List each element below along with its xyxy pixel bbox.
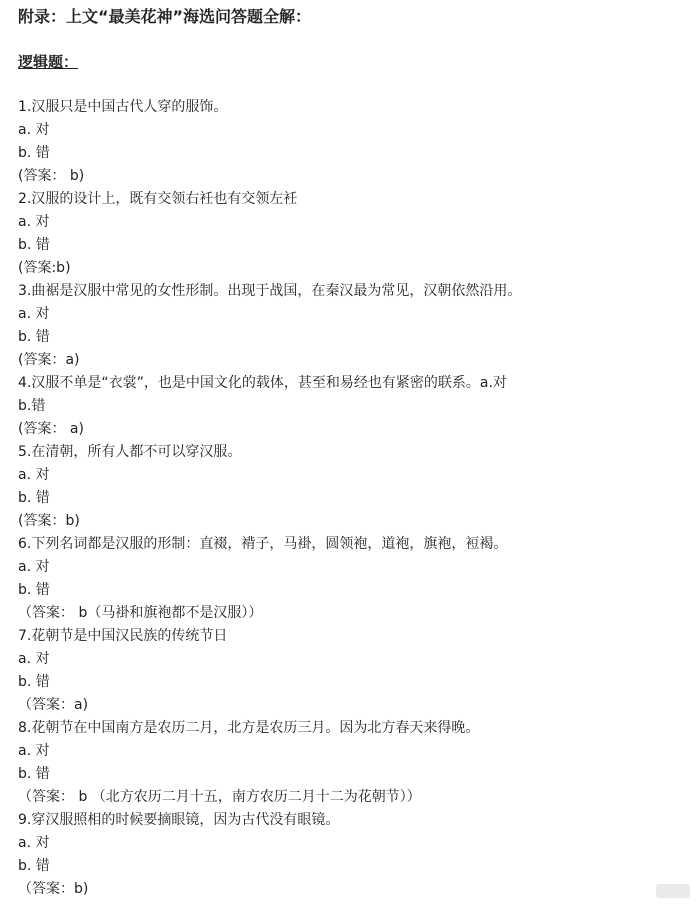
option-line: b. 错 bbox=[18, 490, 50, 506]
option-line: a. 对 bbox=[18, 651, 50, 667]
answer-line: （答案：b) bbox=[18, 881, 89, 897]
option-line: b.错 bbox=[18, 398, 46, 414]
option-line: b. 错 bbox=[18, 582, 50, 598]
option-line: b. 错 bbox=[18, 674, 50, 690]
question-line: 2.汉服的设计上，既有交领右衽也有交领左衽 bbox=[18, 191, 298, 207]
option-line: a. 对 bbox=[18, 214, 50, 230]
question-line: 5.在清朝，所有人都不可以穿汉服。 bbox=[18, 444, 242, 460]
question-line: 8.花朝节在中国南方是农历二月，北方是农历三月。因为北方春天来得晚。 bbox=[18, 720, 480, 736]
question-line: 4.汉服不单是“衣裳”，也是中国文化的载体，甚至和易经也有紧密的联系。a.对 bbox=[18, 375, 507, 391]
option-line: b. 错 bbox=[18, 766, 50, 782]
answer-line: （答案： b（马褂和旗袍都不是汉服）） bbox=[18, 605, 263, 621]
watermark-logo bbox=[656, 884, 690, 898]
answer-line: （答案：a) bbox=[18, 697, 89, 713]
question-list bbox=[18, 96, 688, 901]
answer-line: (答案： a) bbox=[18, 421, 84, 437]
option-line: a. 对 bbox=[18, 122, 50, 138]
answer-line: (答案：a) bbox=[18, 352, 80, 368]
question-line: 7.花朝节是中国汉民族的传统节日 bbox=[18, 628, 228, 644]
answer-line: （答案： b （北方农历二月十五，南方农历二月十二为花朝节）） bbox=[18, 789, 421, 805]
answer-line: (答案：b) bbox=[18, 513, 80, 529]
option-line: a. 对 bbox=[18, 835, 50, 851]
answer-line: (答案： b) bbox=[18, 168, 85, 184]
section-heading: 逻辑题： bbox=[18, 53, 79, 71]
question-line: 3.曲裾是汉服中常见的女性形制。出现于战国，在秦汉最为常见，汉朝依然沿用。 bbox=[18, 283, 522, 299]
option-line: b. 错 bbox=[18, 145, 50, 161]
question-line: 1.汉服只是中国古代人穿的服饰。 bbox=[18, 99, 228, 115]
option-line: a. 对 bbox=[18, 743, 50, 759]
question-line: 9.穿汉服照相的时候要摘眼镜，因为古代没有眼镜。 bbox=[18, 812, 340, 828]
option-line: b. 错 bbox=[18, 237, 50, 253]
option-line: b. 错 bbox=[18, 858, 50, 874]
question-line: 6.下列名词都是汉服的形制：直裰，褙子，马褂，圆领袍，道袍，旗袍，裋褐。 bbox=[18, 536, 508, 552]
answer-line: (答案:b) bbox=[18, 260, 71, 276]
option-line: a. 对 bbox=[18, 306, 50, 322]
option-line: a. 对 bbox=[18, 559, 50, 575]
option-line: b. 错 bbox=[18, 329, 50, 345]
option-line: a. 对 bbox=[18, 467, 50, 483]
page-title: 附录：上文“最美花神”海选问答题全解： bbox=[18, 7, 312, 26]
